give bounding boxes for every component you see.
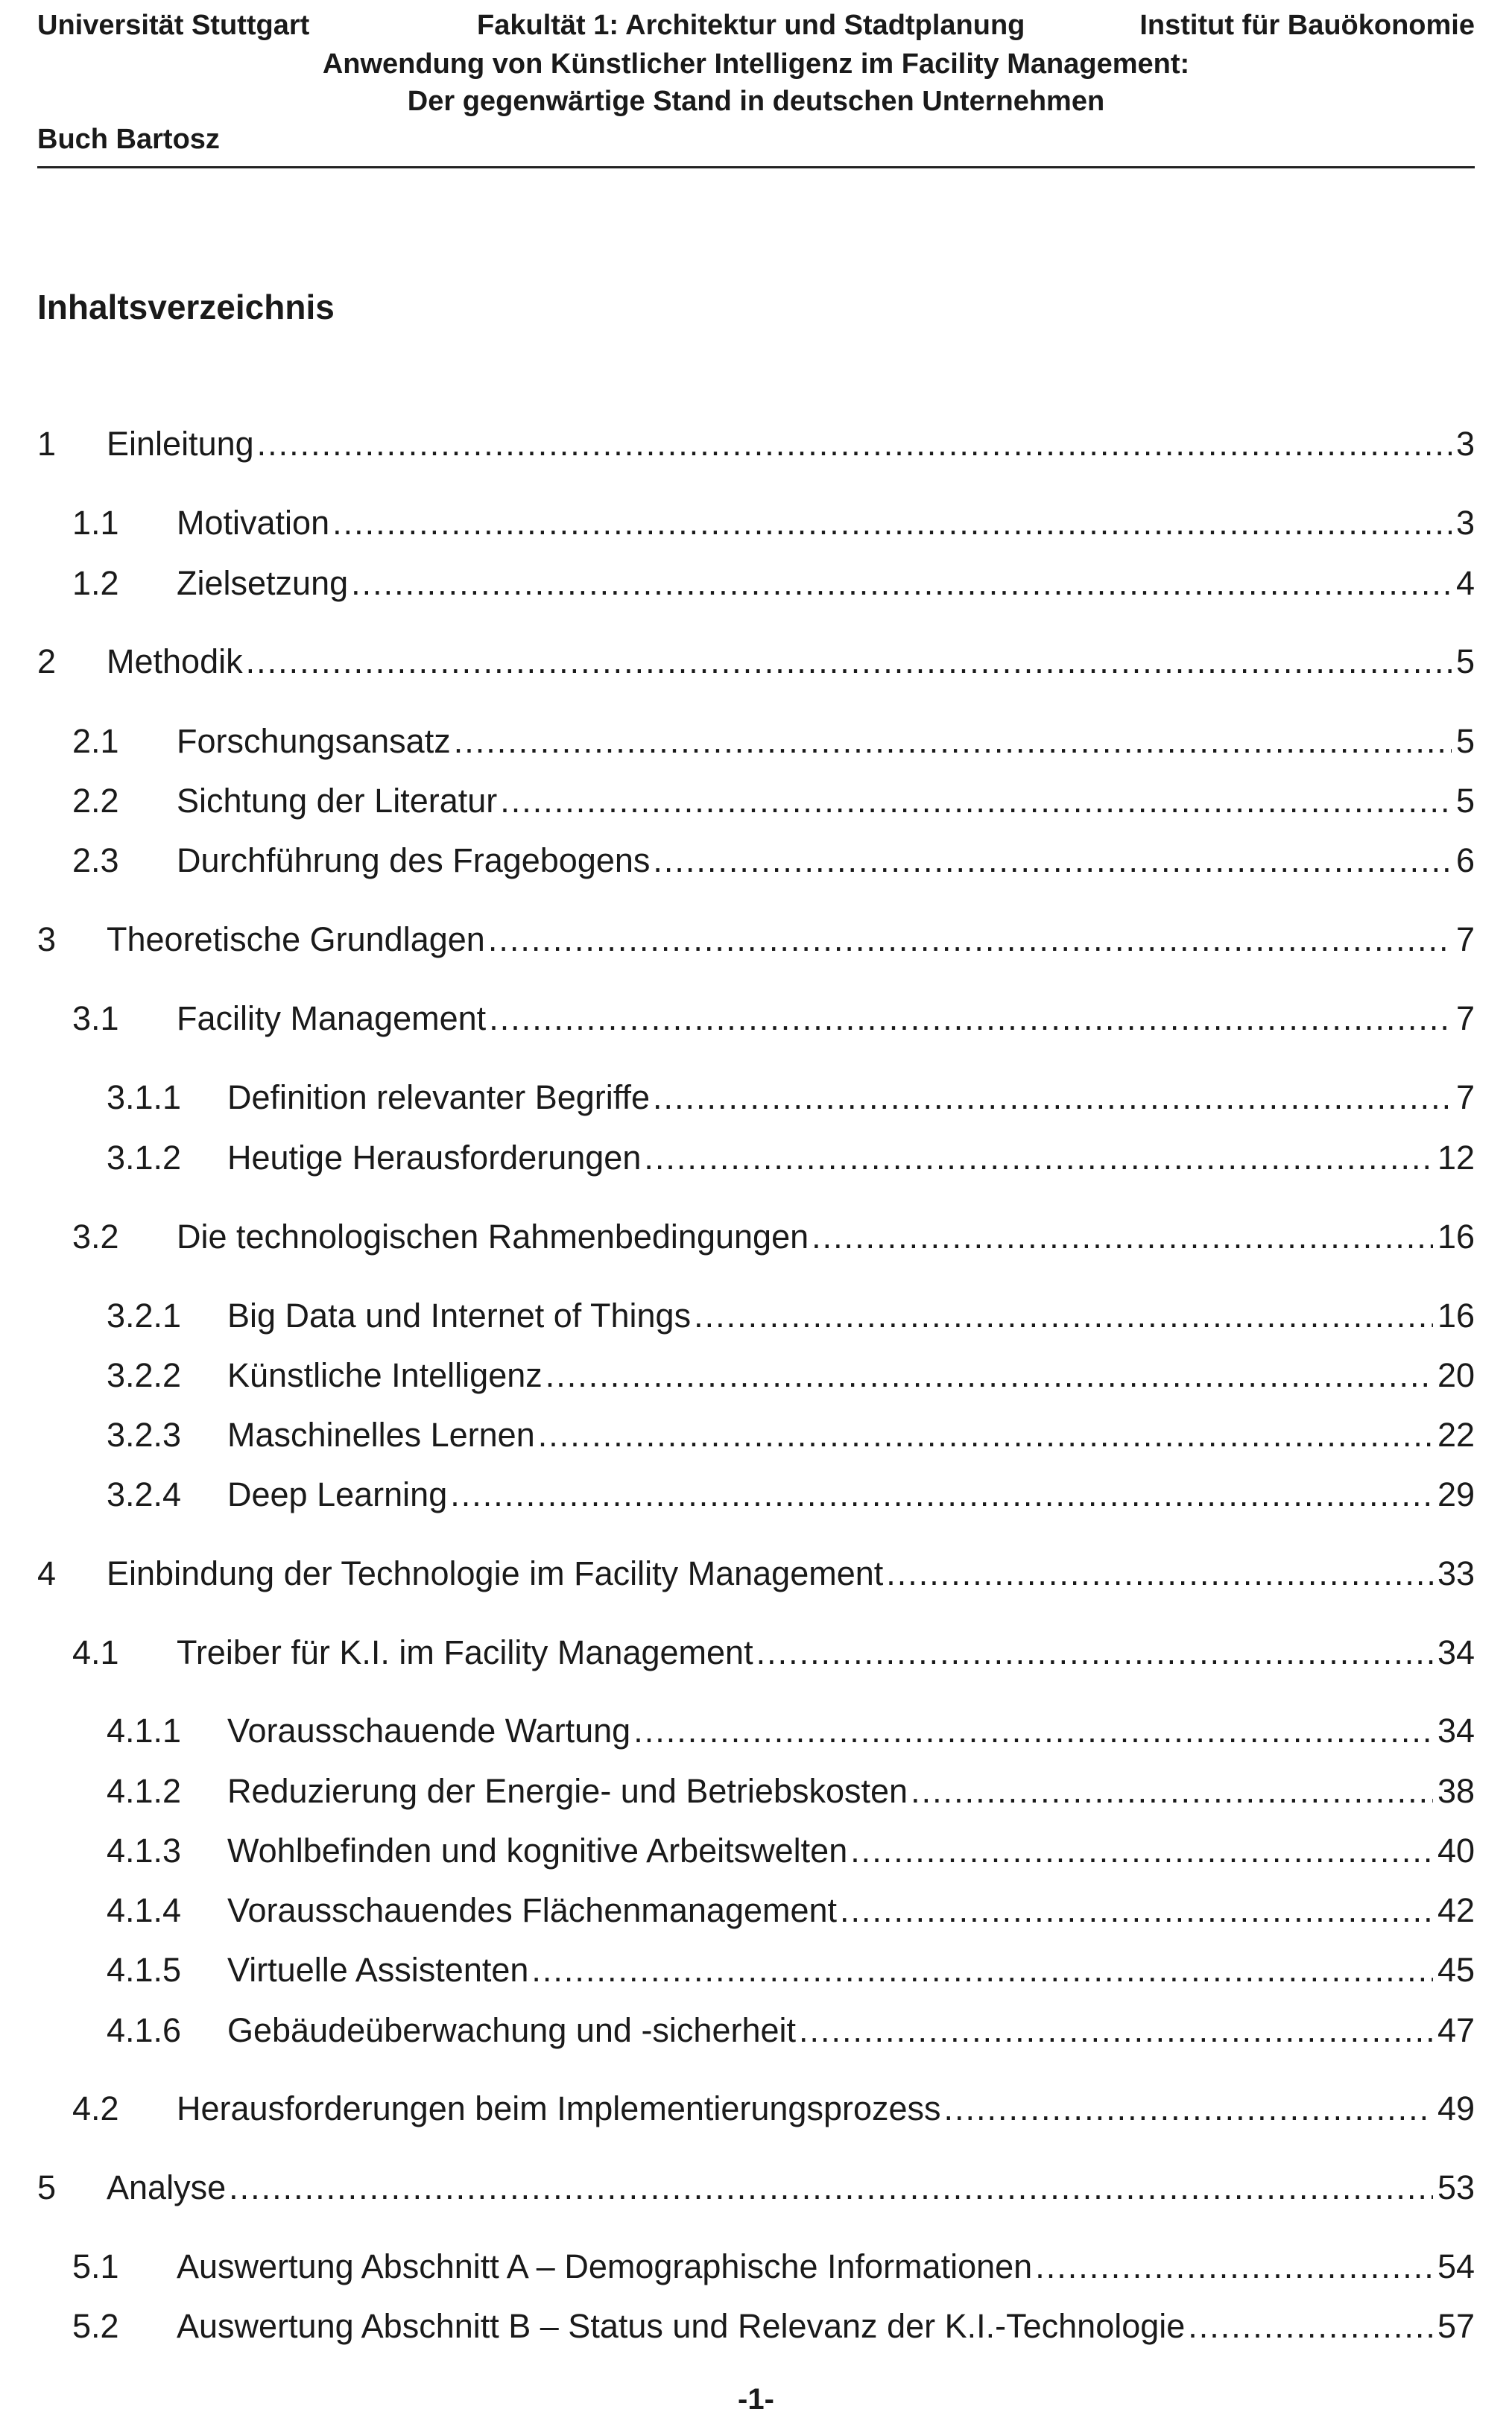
toc-entry-title: Vorausschauende Wartung bbox=[227, 1710, 630, 1752]
toc-dot-leader bbox=[1035, 2246, 1433, 2288]
toc-entry-number: 4.1.5 bbox=[107, 1951, 182, 1989]
toc-entry-number: 4.1.6 bbox=[107, 2011, 182, 2049]
toc-entry-number: 2 bbox=[37, 642, 57, 680]
toc-dot-leader bbox=[944, 2088, 1433, 2130]
toc-entry[interactable] bbox=[0, 1710, 1512, 1752]
toc-entry[interactable] bbox=[0, 2167, 1512, 2209]
toc-entry-number: 3 bbox=[37, 920, 57, 958]
toc-entry-number: 1 bbox=[37, 425, 57, 463]
toc-entry[interactable] bbox=[0, 1770, 1512, 1812]
header-author: Buch Bartosz bbox=[37, 124, 220, 155]
toc-dot-leader bbox=[653, 1077, 1452, 1118]
toc-entry-number: 2.3 bbox=[72, 841, 119, 879]
toc-entry-number: 2.2 bbox=[72, 782, 119, 820]
toc-entry[interactable] bbox=[0, 1890, 1512, 1931]
toc-entry-title: Definition relevanter Begriffe bbox=[227, 1077, 650, 1118]
toc-entry-title: Deep Learning bbox=[227, 1474, 447, 1516]
toc-entry[interactable] bbox=[0, 1830, 1512, 1872]
toc-entry-page: 42 bbox=[1437, 1891, 1475, 1929]
toc-dot-leader bbox=[531, 1949, 1433, 1991]
toc-entry-title: Herausforderungen beim Implementierungsprozess bbox=[177, 2088, 941, 2130]
toc-entry-number: 4.1.3 bbox=[107, 1832, 182, 1870]
toc-entry-page: 16 bbox=[1437, 1297, 1475, 1335]
toc-entry-page: 47 bbox=[1437, 2011, 1475, 2049]
toc-entry-page: 7 bbox=[1455, 920, 1475, 958]
toc-entry[interactable] bbox=[0, 2088, 1512, 2130]
toc-entry-page: 38 bbox=[1437, 1772, 1475, 1810]
toc-entry-number: 3.1.1 bbox=[107, 1078, 182, 1116]
toc-entry-page: 20 bbox=[1437, 1356, 1475, 1394]
toc-entry-title: Gebäudeüberwachung und -sicherheit bbox=[227, 2010, 796, 2051]
toc-dot-leader bbox=[644, 1137, 1433, 1179]
toc-entry-title: Methodik bbox=[107, 641, 243, 683]
toc-entry-page: 29 bbox=[1437, 1475, 1475, 1513]
toc-dot-leader bbox=[911, 1770, 1433, 1812]
toc-entry-page: 6 bbox=[1455, 841, 1475, 879]
toc-entry-title: Die technologischen Rahmenbedingungen bbox=[177, 1216, 809, 1258]
toc-entry-title: Reduzierung der Energie- und Betriebskosten bbox=[227, 1770, 908, 1812]
toc-entry[interactable] bbox=[0, 721, 1512, 762]
toc-dot-leader bbox=[653, 840, 1452, 882]
toc-entry[interactable] bbox=[0, 423, 1512, 465]
toc-entry[interactable] bbox=[0, 1355, 1512, 1396]
toc-entry[interactable] bbox=[0, 998, 1512, 1039]
toc-entry-title: Theoretische Grundlagen bbox=[107, 919, 485, 961]
toc-entry[interactable] bbox=[0, 840, 1512, 882]
toc-entry-title: Zielsetzung bbox=[177, 563, 348, 604]
toc-entry-page: 57 bbox=[1437, 2307, 1475, 2345]
toc-entry-page: 7 bbox=[1455, 999, 1475, 1037]
toc-entry-page: 12 bbox=[1437, 1139, 1475, 1177]
toc-entry-number: 3.2.4 bbox=[107, 1475, 182, 1513]
toc-entry-page: 4 bbox=[1455, 564, 1475, 602]
toc-entry[interactable] bbox=[0, 1632, 1512, 1674]
toc-entry-title: Künstliche Intelligenz bbox=[227, 1355, 543, 1396]
toc-entry-title: Forschungsansatz bbox=[177, 721, 451, 762]
toc-entry-page: 5 bbox=[1455, 782, 1475, 820]
toc-dot-leader bbox=[850, 1830, 1433, 1872]
toc-dot-leader bbox=[257, 423, 1452, 465]
toc-entry-number: 3.2.2 bbox=[107, 1356, 182, 1394]
toc-entry-number: 3.2.1 bbox=[107, 1297, 182, 1335]
header-institute: Institut für Bauökonomie bbox=[1139, 10, 1475, 41]
toc-dot-leader bbox=[1188, 2306, 1433, 2347]
toc-dot-leader bbox=[812, 1216, 1433, 1258]
toc-entry-number: 5 bbox=[37, 2168, 57, 2206]
toc-entry[interactable] bbox=[0, 1077, 1512, 1118]
toc-dot-leader bbox=[489, 998, 1452, 1039]
toc-entry[interactable] bbox=[0, 1137, 1512, 1179]
toc-entry-title: Heutige Herausforderungen bbox=[227, 1137, 641, 1179]
toc-dot-leader bbox=[694, 1295, 1433, 1337]
toc-dot-leader bbox=[246, 641, 1452, 683]
toc-entry-number: 4.1.2 bbox=[107, 1772, 182, 1810]
toc-entry[interactable] bbox=[0, 2306, 1512, 2347]
toc-entry-number: 3.2.3 bbox=[107, 1416, 182, 1454]
toc-entry-page: 45 bbox=[1437, 1951, 1475, 1989]
toc-entry-number: 4 bbox=[37, 1554, 57, 1592]
toc-entry[interactable] bbox=[0, 1553, 1512, 1595]
toc-dot-leader bbox=[500, 780, 1452, 822]
toc-entry-title: Analyse bbox=[107, 2167, 226, 2209]
toc-entry[interactable] bbox=[0, 919, 1512, 961]
toc-entry-number: 5.1 bbox=[72, 2247, 119, 2285]
header-thesis-title-line2: Der gegenwärtige Stand in deutschen Unternehmen bbox=[407, 86, 1105, 117]
toc-entry[interactable] bbox=[0, 1216, 1512, 1258]
toc-entry-number: 3.2 bbox=[72, 1218, 119, 1256]
toc-entry-title: Einbindung der Technologie im Facility Management bbox=[107, 1553, 883, 1595]
toc-dot-leader bbox=[229, 2167, 1433, 2209]
toc-entry-number: 3.1.2 bbox=[107, 1139, 182, 1177]
toc-entry-number: 2.1 bbox=[72, 722, 119, 760]
toc-entry-number: 1.2 bbox=[72, 564, 119, 602]
header-university: Universität Stuttgart bbox=[37, 10, 310, 41]
toc-entry-title: Maschinelles Lernen bbox=[227, 1414, 535, 1456]
toc-entry-title: Virtuelle Assistenten bbox=[227, 1949, 528, 1991]
toc-entry-title: Big Data und Internet of Things bbox=[227, 1295, 691, 1337]
toc-dot-leader bbox=[538, 1414, 1433, 1456]
toc-entry[interactable] bbox=[0, 780, 1512, 822]
toc-entry-number: 4.1 bbox=[72, 1633, 119, 1671]
toc-dot-leader bbox=[799, 2010, 1433, 2051]
toc-entry[interactable] bbox=[0, 1295, 1512, 1337]
toc-entry-title: Facility Management bbox=[177, 998, 486, 1039]
toc-entry[interactable] bbox=[0, 641, 1512, 683]
toc-entry-page: 22 bbox=[1437, 1416, 1475, 1454]
toc-dot-leader bbox=[351, 563, 1452, 604]
toc-entry-page: 54 bbox=[1437, 2247, 1475, 2285]
toc-entry-number: 4.2 bbox=[72, 2089, 119, 2127]
toc-entry[interactable] bbox=[0, 1474, 1512, 1516]
toc-entry-title: Durchführung des Fragebogens bbox=[177, 840, 650, 882]
header-faculty: Fakultät 1: Architektur und Stadtplanung bbox=[477, 10, 1025, 41]
header-divider bbox=[37, 166, 1475, 168]
toc-entry-number: 4.1.4 bbox=[107, 1891, 182, 1929]
toc-entry-title: Motivation bbox=[177, 502, 329, 544]
toc-entry-page: 3 bbox=[1455, 425, 1475, 463]
toc-entry-number: 1.1 bbox=[72, 504, 119, 542]
toc-entry-page: 5 bbox=[1455, 722, 1475, 760]
toc-entry-page: 53 bbox=[1437, 2168, 1475, 2206]
toc-entry-number: 3.1 bbox=[72, 999, 119, 1037]
toc-entry-page: 16 bbox=[1437, 1218, 1475, 1256]
toc-dot-leader bbox=[450, 1474, 1433, 1516]
toc-entry-number: 4.1.1 bbox=[107, 1712, 182, 1750]
toc-entry-title: Einleitung bbox=[107, 423, 254, 465]
toc-entry-title: Wohlbefinden und kognitive Arbeitswelten bbox=[227, 1830, 847, 1872]
toc-entry[interactable] bbox=[0, 2246, 1512, 2288]
toc-entry[interactable] bbox=[0, 1414, 1512, 1456]
toc-entry-number: 5.2 bbox=[72, 2307, 119, 2345]
toc-entry-page: 40 bbox=[1437, 1832, 1475, 1870]
toc-entry-title: Treiber für K.I. im Facility Management bbox=[177, 1632, 753, 1674]
toc-dot-leader bbox=[488, 919, 1452, 961]
toc-dot-leader bbox=[756, 1632, 1433, 1674]
toc-entry-title: Auswertung Abschnitt B – Status und Relevanz der K.I.-Technologie bbox=[177, 2306, 1185, 2347]
toc-entry-page: 34 bbox=[1437, 1712, 1475, 1750]
toc-entry[interactable] bbox=[0, 563, 1512, 604]
toc-dot-leader bbox=[454, 721, 1452, 762]
toc-dot-leader bbox=[886, 1553, 1433, 1595]
toc-dot-leader bbox=[633, 1710, 1433, 1752]
header-thesis-title-line1: Anwendung von Künstlicher Intelligenz im Facility Management: bbox=[322, 48, 1190, 80]
toc-dot-leader bbox=[840, 1890, 1433, 1931]
toc-entry-page: 5 bbox=[1455, 642, 1475, 680]
toc-entry-title: Auswertung Abschnitt A – Demographische Informationen bbox=[177, 2246, 1032, 2288]
toc-entry[interactable] bbox=[0, 2010, 1512, 2051]
toc-dot-leader bbox=[332, 502, 1452, 544]
toc-entry-page: 34 bbox=[1437, 1633, 1475, 1671]
toc-dot-leader bbox=[545, 1355, 1433, 1396]
toc-entry-page: 7 bbox=[1455, 1078, 1475, 1116]
toc-entry-page: 33 bbox=[1437, 1554, 1475, 1592]
toc-entry-title: Sichtung der Literatur bbox=[177, 780, 497, 822]
toc-entry-title: Vorausschauendes Flächenmanagement bbox=[227, 1890, 837, 1931]
toc-entry[interactable] bbox=[0, 502, 1512, 544]
toc-entry-page: 49 bbox=[1437, 2089, 1475, 2127]
toc-entry[interactable] bbox=[0, 1949, 1512, 1991]
toc-heading: Inhaltsverzeichnis bbox=[37, 288, 335, 326]
toc-entry-page: 3 bbox=[1455, 504, 1475, 542]
page-number: -1- bbox=[738, 2383, 774, 2416]
